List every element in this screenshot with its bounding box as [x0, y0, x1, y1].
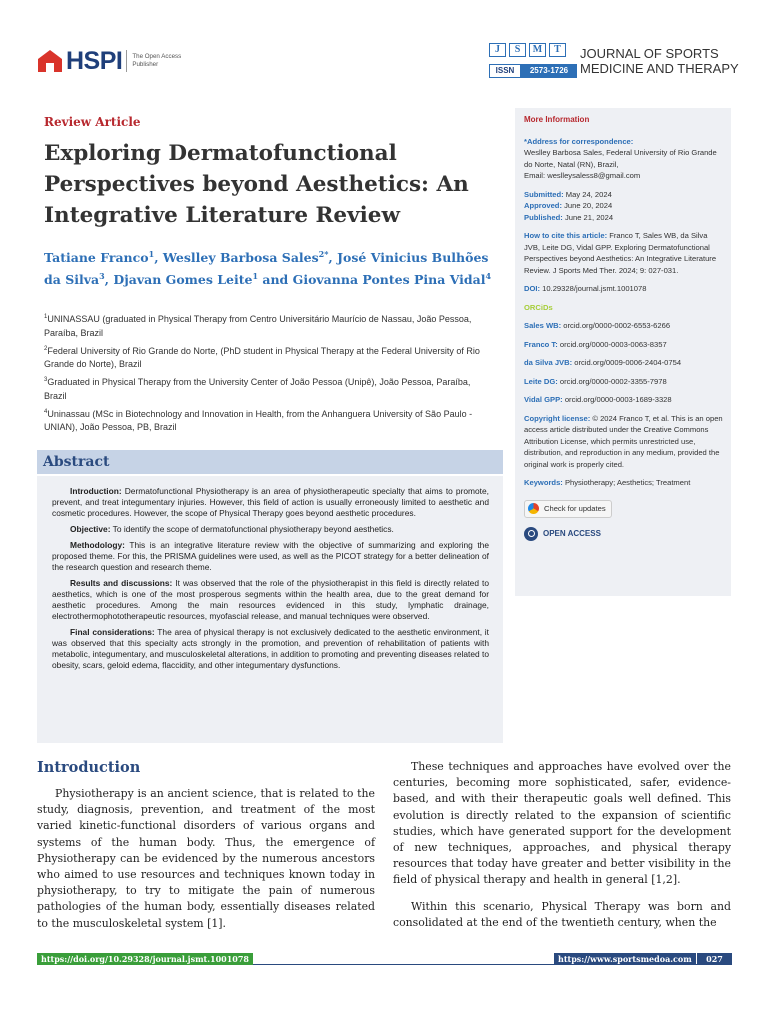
correspondence-email[interactable]: Email: weslleysaless8@gmail.com [524, 171, 641, 180]
orcid-author: da Silva JVB: [524, 358, 573, 367]
author-affiliation-marker: 2* [318, 249, 329, 259]
affiliation-list [44, 311, 494, 437]
publisher-name: HSPI [66, 46, 123, 75]
affiliation-text: UNINASSAU (graduated in Physical Therapy from Centro Universitário Maurício de Nassau, João Pessoa, Paraíba, Brazil [44, 314, 472, 338]
affiliation-marker: 4 [44, 408, 48, 415]
abstract-paragraph [52, 627, 489, 671]
doi-label: DOI: [524, 284, 541, 293]
abstract-section-text: It was observed that the role of the physiotherapist in this field is directly related to aesthetics, which is one of the most prosperous segments within the health area, due to the great demand for aesthetic procedures. Among the main resources evidenced in this study, lymphatic drainage, electrothermophototherapeutic resources, myofascial release, and manual techniques were observed. [52, 578, 489, 621]
author-separator: , [104, 272, 114, 288]
more-info-heading: More Information [524, 115, 590, 124]
published-value: June 21, 2024 [564, 212, 614, 222]
orcid-icon: ORCiDs [524, 302, 553, 312]
copyright-text: © 2024 Franco T, et al. This is an open access article distributed under the Creative Commons Attribution License, which permits unrestricted use, distribution, and reproduction in any medium, provided the original work is properly cited. [524, 413, 723, 469]
doi-link[interactable]: 10.29328/journal.jsmt.1001078 [542, 284, 647, 293]
author-separator: , [328, 250, 338, 266]
orcid-link[interactable]: orcid.org/0000-0003-1689-3328 [564, 395, 672, 404]
open-access-icon [524, 527, 538, 541]
affiliation-marker: 2 [44, 345, 48, 352]
introduction-heading: Introduction [37, 759, 141, 776]
abstract-section-label: Methodology: [70, 540, 125, 550]
abstract-paragraph [52, 540, 489, 573]
author-affiliation-marker: 1 [252, 271, 259, 282]
publisher-tagline: The Open Access Publisher [132, 53, 182, 68]
abstract-heading: Abstract [37, 450, 503, 474]
submitted-date [524, 189, 723, 201]
copyright [524, 413, 723, 471]
copyright-label: Copyright license: [524, 413, 591, 423]
more-information-sidebar [515, 108, 731, 596]
author-name[interactable]: Giovanna Pontes Pina Vidal [292, 272, 486, 288]
body-paragraph: Within this scenario, Physical Therapy was born and consolidated at the end of the twentieth century, when the [393, 899, 731, 929]
affiliation [44, 311, 494, 340]
abstract-section-label: Introduction: [70, 486, 122, 496]
author-name[interactable]: Tatiane Franco [44, 250, 149, 266]
journal-acronym [489, 43, 566, 57]
orcid-author: Sales WB: [524, 321, 562, 330]
abstract-section-label: Objective: [70, 524, 111, 534]
open-access-label: OPEN ACCESS [543, 528, 601, 538]
check-updates-label: Check for updates [544, 503, 606, 513]
submitted-value: May 24, 2024 [565, 189, 612, 199]
body-column-left [37, 786, 375, 932]
abstract-paragraph [52, 524, 489, 535]
keywords-value: Physiotherapy; Aesthetics; Treatment [564, 478, 691, 487]
author-separator: and [258, 272, 293, 288]
journal-title-line: JOURNAL OF SPORTS [580, 46, 719, 61]
issn-badge [489, 64, 577, 78]
orcid-link[interactable]: orcid.org/0000-0003-0063-8357 [559, 339, 667, 349]
orcid-entry [524, 320, 723, 332]
journal-title-line: MEDICINE AND THERAPY [580, 61, 739, 76]
cite-text: Franco T, Sales WB, da Silva JVB, Leite DG, Vidal GPP. Exploring Dermatofunctional Perspectives beyond Aesthetics: An Integrative Literature Review. J Sports Med Ther. 2024; 9: 027-031. [524, 231, 717, 275]
check-updates-icon [528, 503, 539, 514]
orcid-entry [524, 339, 723, 351]
orcid-author: Franco T: [524, 339, 558, 349]
article-title: Exploring Dermatofunctional Perspectives beyond Aesthetics: An Integrative Literature Review [44, 141, 469, 228]
journal-letter: T [549, 43, 566, 57]
body-column-right [393, 759, 731, 931]
logo-divider [126, 50, 127, 72]
open-access-badge [524, 527, 723, 541]
abstract-section-text: The area of physical therapy is not exclusively dedicated to the aesthetic environment, it was observed that this specialty acts strongly in the promotion, and prevention of rehabilitation of patients with metabolic, integumentary, and musculoskeletal alterations, in addition to promoting and preventing diseases related to obesity, scars, geloid edema, flaccidity, and other integumentary dysfunctions. [52, 627, 489, 670]
orcid-link[interactable]: orcid.org/0009-0006-2404-0754 [574, 358, 682, 367]
citation [524, 230, 723, 276]
orcid-author: Leite DG: [524, 376, 558, 386]
approved-value: June 20, 2024 [564, 201, 613, 210]
author-affiliation-marker: 3 [99, 271, 105, 282]
author-affiliation-marker: 4 [485, 271, 492, 282]
check-for-updates-button[interactable] [524, 500, 612, 518]
affiliation-marker: 3 [44, 377, 48, 383]
correspondence-label: *Address for correspondence: [524, 136, 634, 146]
journal-title [580, 46, 739, 76]
orcid-link[interactable]: orcid.org/0000-0002-6553-6266 [563, 321, 671, 330]
issn-label: ISSN [489, 64, 521, 78]
abstract-section-text: Dermatofunctional Physiotherapy is an area of physiotherapeutic specialty that aims to promote, prevent, and treat integumentary injuries. However, this field of action is usually erroneously limited to aesthetic and cosmetic procedures. However, the scope of Physical Therapy goes beyond aesthetic procedures. [52, 486, 489, 518]
doi-row [524, 283, 723, 295]
orcid-entry [524, 357, 723, 369]
orcid-entry [524, 394, 723, 406]
affiliation-text: Graduated in Physical Therapy from the University Center of João Pessoa (Unipê), João Pessoa, Paraíba, Brazil [44, 377, 471, 401]
affiliation-text: Federal University of Rio Grande do Norte, (PhD student in Physical Therapy at the Federal University of Rio Grande do Norte), Brazil [44, 345, 480, 369]
body-paragraph: These techniques and approaches have evolved over the centuries, becoming more sophisticated, safer, evidence-based, and with their therapeutic goals well defined. This evolution is directly related to the expansion of scientific studies, which have generated support for the development of new techniques, approaches, and physical therapy resources that today have greater and better visibility in the field of physical therapy and health in general [1,2]. [393, 760, 731, 887]
published-label: Published: [524, 212, 563, 222]
orcid-entry [524, 376, 723, 388]
author-list [44, 245, 494, 289]
correspondence [524, 136, 723, 182]
abstract-paragraph [52, 486, 489, 519]
hspi-logo-icon [36, 47, 64, 75]
keywords [524, 477, 723, 489]
orcid-link[interactable]: orcid.org/0000-0002-3355-7978 [559, 376, 667, 386]
keywords-label: Keywords: [524, 478, 563, 487]
approved-date [524, 200, 723, 212]
affiliation [44, 374, 494, 403]
orcids-heading [524, 302, 723, 314]
dates [524, 189, 723, 224]
author-name[interactable]: Weslley Barbosa Sales [162, 250, 319, 266]
affiliation-text: Uninassau (MSc in Biotechnology and Innovation in Health, from the Anhanguera University of São Paulo - UNIAN), João Pessoa, PB, Brazil [44, 408, 473, 432]
footer-doi-link[interactable]: https://doi.org/10.29328/journal.jsmt.1001078 [37, 953, 253, 965]
affiliation [44, 406, 494, 435]
approved-label: Approved: [524, 201, 562, 210]
journal-letter: M [529, 43, 546, 57]
correspondence-address: Weslley Barbosa Sales, Federal University of Rio Grande do Norte, Natal (RN), Brazil, [524, 148, 717, 169]
orcid-author: Vidal GPP: [524, 395, 563, 404]
page-number: 027 [697, 953, 732, 965]
author-name[interactable]: José Vinicius Bulhões da Silva [44, 250, 489, 288]
affiliation [44, 343, 494, 372]
submitted-label: Submitted: [524, 189, 564, 199]
article-type: Review Article [44, 115, 141, 129]
author-separator: , [154, 250, 163, 266]
published-date [524, 212, 723, 224]
cite-label: How to cite this article: [524, 231, 608, 240]
author-affiliation-marker: 1 [148, 249, 155, 259]
orcid-list [524, 320, 723, 406]
abstract-section-text: This is an integrative literature review with the objective of summarizing and exploring the proposed theme. For this, the PRISMA guidelines were used, as well as the PICOT strategy for a better delineation of the research question and research theme. [52, 540, 489, 572]
body-paragraph: Physiotherapy is an ancient science, that is related to the study, diagnosis, prevention, and treatment of the most varied kinetic-functional disorders of various organs and systems of the human body. Thus, the emergence of Physiotherapy can be evidenced by the numerous ancestors who aimed to use resources and techniques known today in physiotherapy, to try to mitigate the pain of numerous pathologies of the human body, essentially diseases related to the musculoskeletal system [1]. [37, 787, 375, 930]
issn-value: 2573-1726 [521, 64, 577, 78]
author-name[interactable]: Djavan Gomes Leite [113, 272, 253, 288]
journal-logo[interactable] [489, 43, 739, 79]
abstract-section-label: Results and discussions: [70, 578, 173, 588]
affiliation-marker: 1 [44, 314, 48, 320]
abstract-section-text: To identify the scope of dermatofunctional physiotherapy beyond aesthetics. [110, 524, 394, 534]
abstract-paragraph [52, 578, 489, 622]
abstract-body [37, 476, 503, 743]
journal-letter: J [489, 43, 506, 57]
abstract-section-label: Final considerations: [70, 627, 155, 637]
journal-letter: S [509, 43, 526, 57]
publisher-logo[interactable] [36, 47, 198, 75]
footer-site-link[interactable]: https://www.sportsmedoa.com [554, 953, 696, 965]
